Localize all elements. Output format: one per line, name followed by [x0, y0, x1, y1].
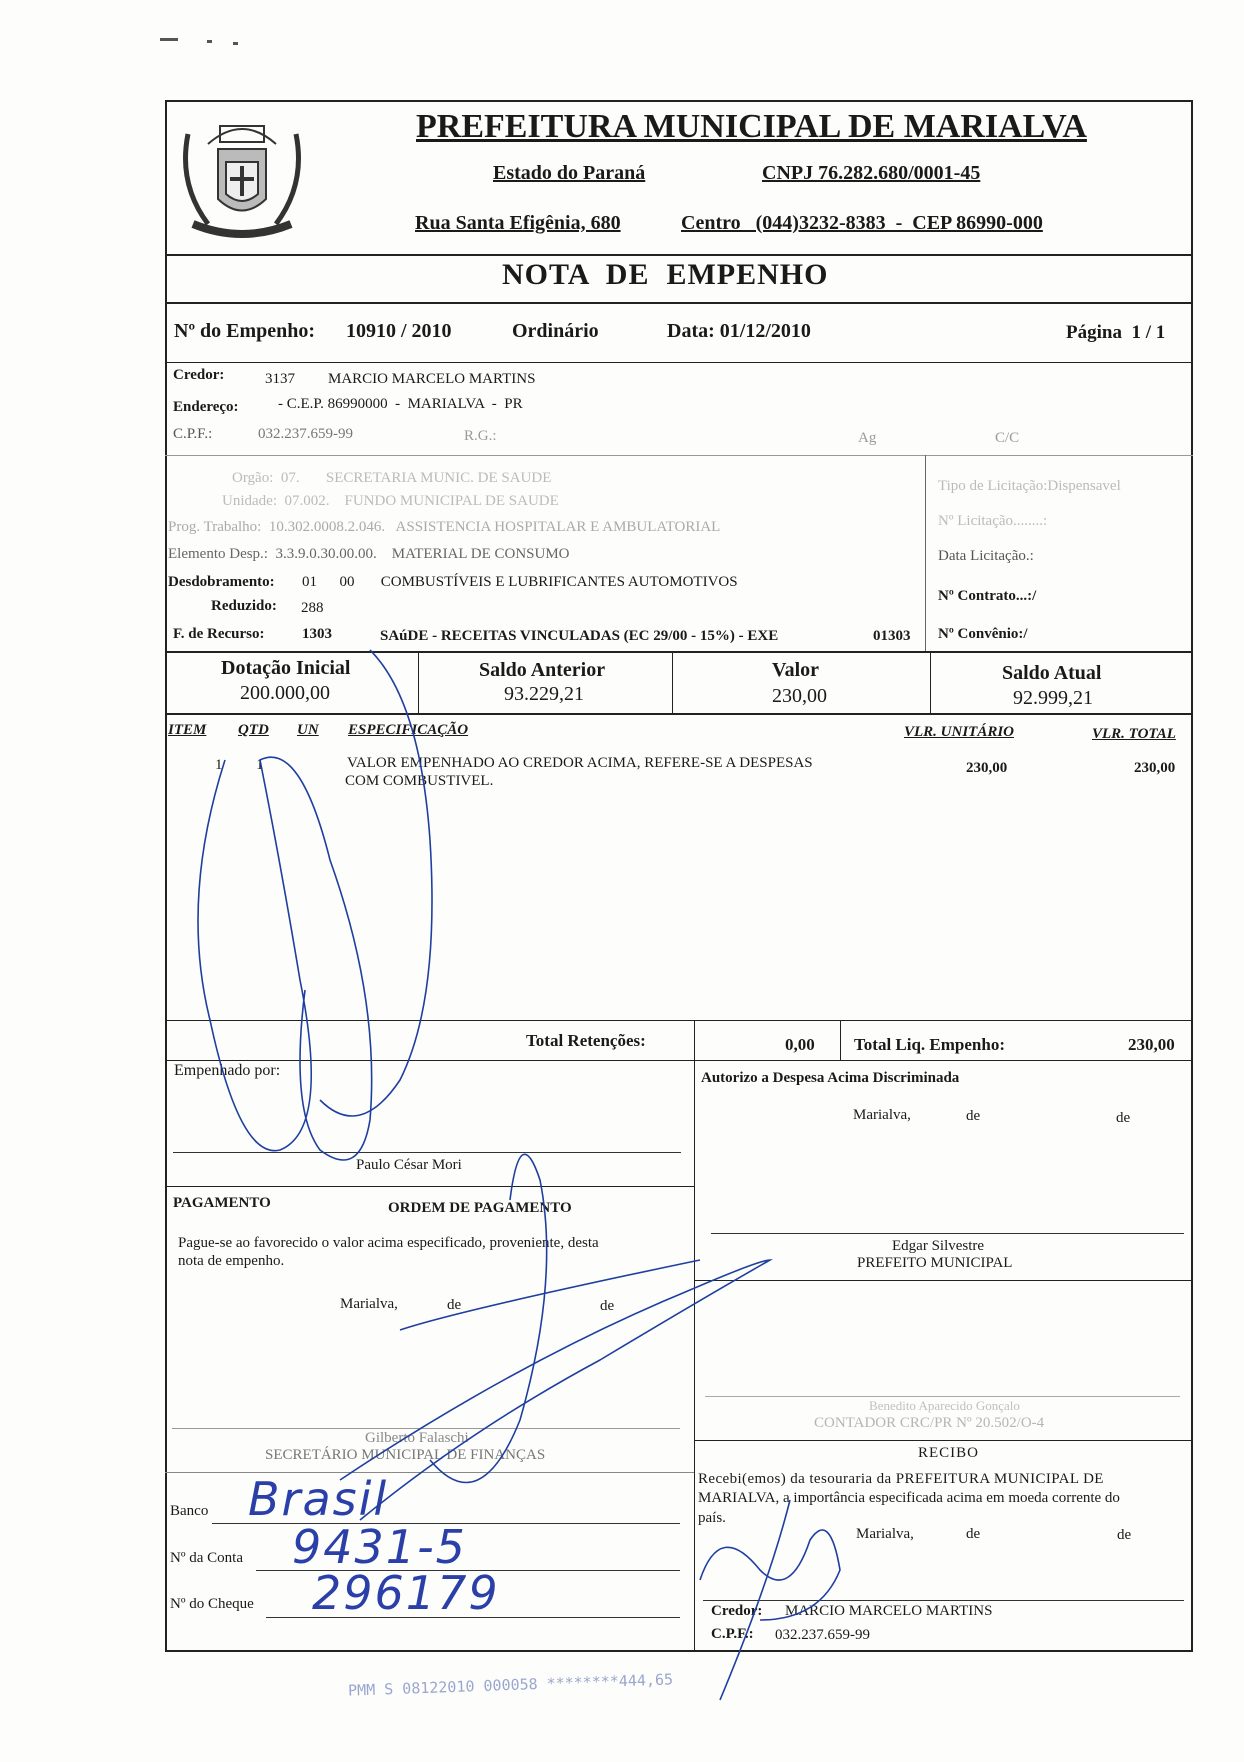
item-qtd: 1 [256, 757, 264, 773]
col-un: UN [297, 722, 319, 738]
orgao: Orgão: 07. SECRETARIA MUNIC. DE SAUDE [232, 470, 552, 486]
endereco: - C.E.P. 86990000 - MARIALVA - PR [278, 396, 523, 412]
page-title: PREFEITURA MUNICIPAL DE MARIALVA [416, 108, 1087, 145]
contador-title: CONTADOR CRC/PR Nº 20.502/O-4 [814, 1415, 1045, 1431]
col-item: ITEM [168, 722, 207, 738]
tipo-licitacao: Tipo de Licitação:Dispensavel [938, 478, 1121, 494]
conta-handwritten: 9431-5 [292, 1520, 467, 1574]
banco-label: Banco [170, 1503, 209, 1519]
numero-licitacao: Nº Licitação........: [938, 513, 1048, 529]
recibo-credor-name: MARCIO MARCELO MARTINS [785, 1603, 993, 1619]
pagamento-place: Marialva, [340, 1296, 398, 1312]
pagamento-de-2: de [600, 1298, 615, 1314]
numero-convenio: Nº Convênio:/ [938, 626, 1028, 642]
signature-stroke-long [340, 1260, 770, 1520]
street-address: Rua Santa Efigênia, 680 [415, 212, 621, 234]
saldo-atual-label: Saldo Atual [1002, 662, 1102, 684]
unidade: Unidade: 07.002. FUNDO MUNICIPAL DE SAUDE [222, 493, 559, 509]
empenho-date: Data: 01/12/2010 [667, 320, 811, 342]
programa-trabalho: Prog. Trabalho: 10.302.0008.2.046. ASSISTENCIA HOSPITALAR E AMBULATORIAL [168, 519, 721, 535]
recurso-description: SAúDE - RECEITAS VINCULADAS (EC 29/00 - 15%) - EXE [380, 628, 779, 644]
cpf: 032.237.659-99 [258, 426, 353, 442]
prefeito-title: PREFEITO MUNICIPAL [857, 1255, 1013, 1271]
recibo-text-3: país. [698, 1510, 726, 1526]
reduzido: 288 [301, 600, 324, 616]
item-unit-value: 230,00 [966, 760, 1008, 776]
recibo-cpf: 032.237.659-99 [775, 1627, 870, 1643]
recurso-code: 1303 [302, 626, 332, 642]
dotacao-value: 200.000,00 [240, 682, 330, 704]
liquido-value: 230,00 [1128, 1035, 1175, 1054]
signature-stroke-loop [198, 757, 372, 1160]
desdobramento: 01 00 COMBUSTÍVEIS E LUBRIFICANTES AUTOMOTIVOS [302, 574, 738, 590]
pagamento-text-1: Pague-se ao favorecido o valor acima especificado, proveniente, desta [178, 1235, 599, 1251]
address-contact: Centro (044)3232-8383 - CEP 86990-000 [681, 212, 1043, 234]
empenho-number: 10910 / 2010 [346, 320, 452, 342]
recibo-de-1: de [966, 1526, 981, 1542]
pagamento-text-2: nota de empenho. [178, 1253, 285, 1269]
contador-name: Benedito Aparecido Gonçalo [869, 1398, 1020, 1413]
secretario-title: SECRETÁRIO MUNICIPAL DE FINANÇAS [265, 1447, 546, 1463]
liquido-label: Total Liq. Empenho: [854, 1035, 1005, 1054]
valor-label: Valor [772, 659, 820, 681]
recibo-de-2: de [1117, 1527, 1132, 1543]
col-valor-unitario: VLR. UNITÁRIO [904, 724, 1015, 740]
recibo-text-2: MARIALVA, a importância especificada acima em moeda corrente do [698, 1490, 1120, 1506]
recibo-place: Marialva, [856, 1526, 914, 1542]
empenho-label: Nº do Empenho: [174, 320, 316, 342]
signature-stroke-loop [320, 650, 432, 1116]
empenhado-name: Paulo César Mori [356, 1157, 462, 1173]
recibo-text-1: Recebi(emos) da tesouraria da PREFEITURA MUNICIPAL DE [698, 1471, 1104, 1487]
saldo-atual-value: 92.999,21 [1013, 687, 1093, 709]
rg-label: R.G.: [464, 428, 497, 444]
signature-stroke-curve [430, 1154, 547, 1482]
empenhado-label: Empenhado por: [174, 1062, 281, 1079]
item-spec-line2: COM COMBUSTIVEL. [345, 773, 494, 789]
page-number: Página 1 / 1 [1066, 322, 1166, 343]
saldo-anterior-label: Saldo Anterior [479, 659, 606, 681]
ag-label: Ag [858, 430, 877, 446]
item-number: 1 [215, 757, 223, 773]
col-valor-total: VLR. TOTAL [1092, 726, 1176, 742]
data-licitacao: Data Licitação.: [938, 548, 1034, 564]
cpf-label: C.P.F.: [173, 426, 213, 442]
credor-name: MARCIO MARCELO MARTINS [328, 371, 536, 387]
pagamento-de-1: de [447, 1297, 462, 1313]
prefeito-name: Edgar Silvestre [892, 1238, 985, 1254]
empenho-type: Ordinário [512, 320, 599, 342]
pagamento-label: PAGAMENTO [173, 1195, 271, 1211]
banco-handwritten: Brasil [248, 1472, 389, 1526]
credor-code: 3137 [265, 371, 295, 387]
reduzido-label: Reduzido: [211, 598, 277, 614]
desdobramento-label: Desdobramento: [168, 574, 275, 590]
elemento-despesa: Elemento Desp.: 3.3.9.0.30.00.00. MATERIAL DE CONSUMO [168, 546, 570, 562]
auth-de-1: de [966, 1108, 981, 1124]
retencoes-value: 0,00 [785, 1035, 815, 1054]
auth-de-2: de [1116, 1110, 1131, 1126]
recibo-cpf-label: C.P.F.: [711, 1626, 754, 1642]
ordem-pagamento-label: ORDEM DE PAGAMENTO [388, 1200, 572, 1216]
state-name: Estado do Paraná [493, 162, 646, 184]
endereco-label: Endereço: [173, 399, 239, 415]
auth-place: Marialva, [853, 1107, 911, 1123]
col-especificacao: ESPECIFICAÇÃO [348, 722, 469, 738]
secretario-name: Gilberto Falaschi [365, 1430, 469, 1446]
dotacao-label: Dotação Inicial [221, 657, 351, 679]
recurso-number: 01303 [873, 628, 911, 644]
conta-label: Nº da Conta [170, 1550, 243, 1566]
bank-stamp: PMM S 08122010 000058 ********444,65 [347, 1670, 674, 1700]
credor-label: Credor: [173, 367, 225, 383]
recurso-label: F. de Recurso: [173, 626, 265, 642]
cheque-handwritten: 296179 [312, 1566, 500, 1620]
cnpj: CNPJ 76.282.680/0001-45 [762, 162, 981, 184]
numero-contrato: Nº Contrato...:/ [938, 588, 1037, 604]
retencoes-label: Total Retenções: [526, 1031, 646, 1050]
document-title: NOTA DE EMPENHO [502, 258, 829, 291]
col-qtd: QTD [238, 722, 269, 738]
recibo-credor-label: Credor: [711, 1603, 763, 1619]
signature-stroke-credor [700, 1500, 840, 1700]
item-total-value: 230,00 [1134, 760, 1176, 776]
item-spec-line1: VALOR EMPENHADO AO CREDOR ACIMA, REFERE-SE A DESPESAS [347, 755, 813, 771]
saldo-anterior-value: 93.229,21 [504, 683, 584, 705]
cheque-label: Nº do Cheque [170, 1596, 254, 1612]
autorizo-text: Autorizo a Despesa Acima Discriminada [701, 1070, 960, 1086]
cc-label: C/C [995, 430, 1020, 446]
recibo-title: RECIBO [918, 1445, 980, 1461]
valor-value: 230,00 [772, 685, 827, 707]
signature-stroke-arc [400, 1260, 700, 1330]
